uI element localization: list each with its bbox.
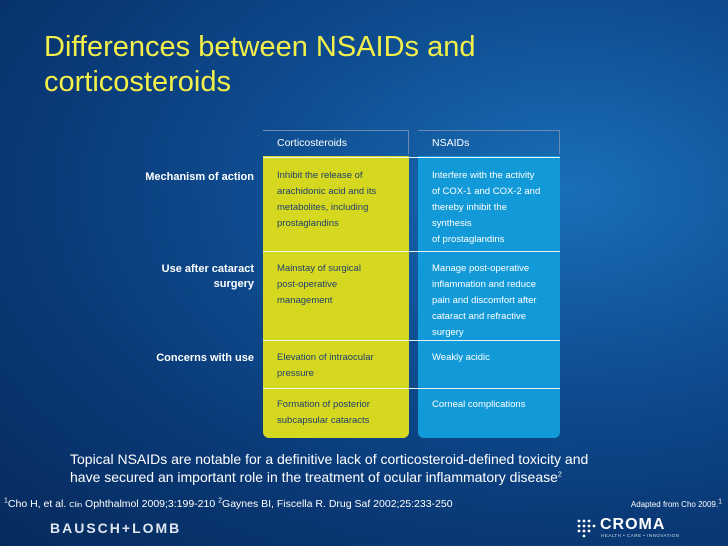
references: $^1$Cho H, et al. Clin Ophthalmol 2009;3:199-210 $^2$Gaynes BI, Fiscella R. Drug Saf 2002;25:233-250 bbox=[4, 497, 453, 510]
cell-nsaids-mechanism: Interfere with the activity of COX-1 and COX-2 and thereby inhibit the synthesis of prostaglandins bbox=[432, 170, 541, 245]
slide-title: Differences between NSAIDs and corticosteroids bbox=[44, 31, 476, 98]
croma-dots-icon bbox=[576, 518, 596, 538]
croma-wordmark: CROMA bbox=[600, 516, 666, 533]
row-divider bbox=[263, 157, 560, 158]
croma-logo bbox=[576, 516, 716, 540]
cell-corticosteroids-use: Mainstay of surgical post-operative management bbox=[277, 263, 361, 306]
summary-note: Topical NSAIDs are notable for a definitive lack of corticosteroid-defined toxicity and have secured an important role in the treatment of ocular inflammatory disease$^2$ bbox=[70, 451, 589, 485]
bausch-lomb-logo: BAUSCH+LOMB bbox=[50, 520, 182, 536]
row-label-concerns-with-use: Concerns with use bbox=[156, 352, 254, 364]
row-divider bbox=[263, 251, 560, 252]
column-header-corticosteroids: Corticosteroids bbox=[263, 130, 409, 154]
cell-nsaids-concern-2: Corneal complications bbox=[432, 399, 526, 410]
cell-corticosteroids-concern-2: Formation of posterior subcapsular cataracts bbox=[277, 399, 370, 426]
column-header-nsaids: NSAIDs bbox=[418, 130, 560, 154]
croma-tagline: HEALTH • CARE • INNOVATION bbox=[601, 533, 680, 538]
row-divider bbox=[263, 388, 560, 389]
cell-nsaids-concern-1: Weakly acidic bbox=[432, 352, 490, 363]
cell-corticosteroids-mechanism: Inhibit the release of arachidonic acid and its metabolites, including prostaglandins bbox=[277, 170, 377, 229]
cell-nsaids-use: Manage post-operative inflammation and reduce pain and discomfort after cataract and refractive surgery bbox=[432, 263, 537, 338]
row-label-mechanism: Mechanism of action bbox=[145, 171, 254, 183]
adapted-from-note: Adapted from Cho 2009.$^1$ bbox=[630, 498, 722, 509]
row-label-use-after-cataract-surgery: Use after cataract surgery bbox=[161, 263, 254, 290]
cell-corticosteroids-concern-1: Elevation of intraocular pressure bbox=[277, 352, 374, 379]
